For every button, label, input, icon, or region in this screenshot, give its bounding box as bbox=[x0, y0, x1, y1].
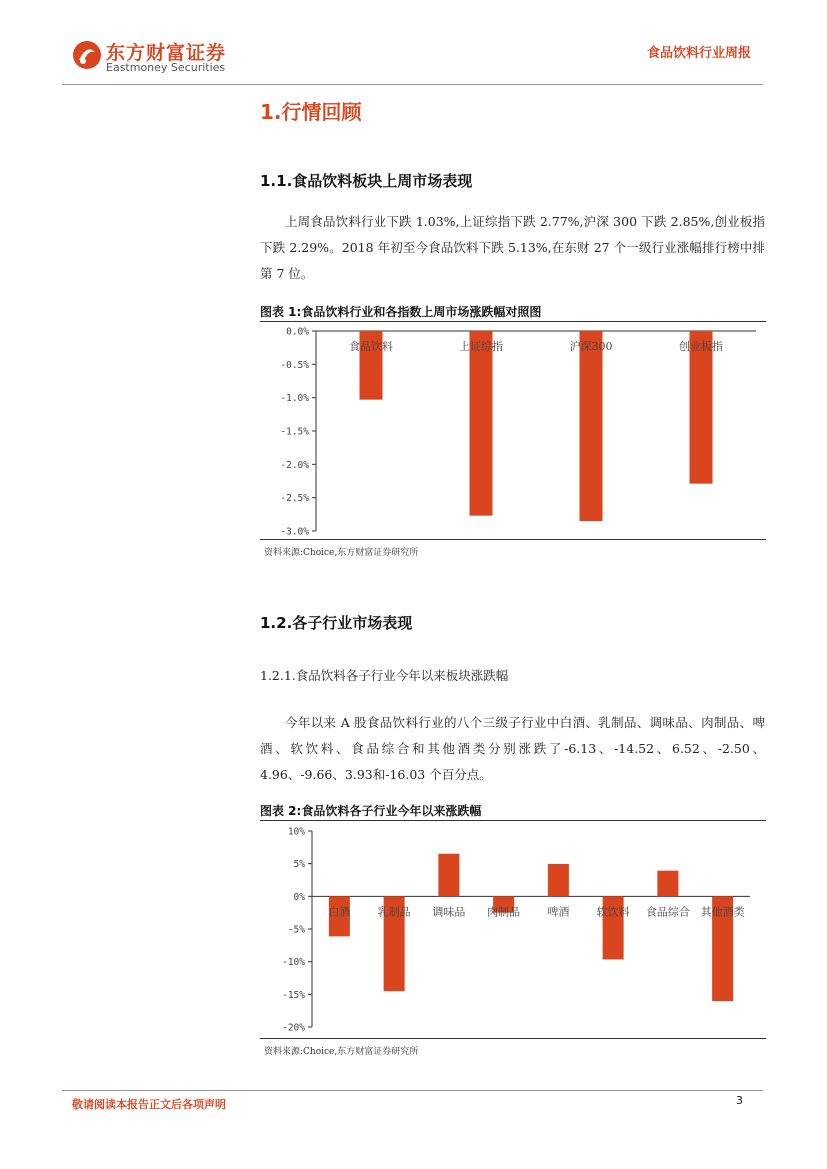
y-tick-label: -1.0% bbox=[280, 393, 309, 405]
section-1-2-title: 1.2.各子行业市场表现 bbox=[260, 614, 413, 632]
company-logo bbox=[72, 36, 242, 80]
section-1-title: 1.行情回顾 bbox=[260, 100, 362, 124]
category-label: 食品饮料 bbox=[349, 340, 393, 353]
bar bbox=[580, 331, 603, 521]
category-label: 啤酒 bbox=[547, 905, 570, 919]
bar bbox=[690, 331, 713, 484]
figure-1-bottom-rule bbox=[260, 539, 766, 540]
y-tick-label: -15% bbox=[282, 989, 305, 1001]
figure-2-chart bbox=[260, 821, 766, 1037]
y-tick-label: -0.5% bbox=[280, 359, 309, 371]
footer-divider bbox=[62, 1090, 763, 1091]
logo-en-text: Eastmoney Securities bbox=[106, 61, 226, 74]
report-type: 食品饮料行业周报 bbox=[646, 46, 751, 61]
category-label: 沪深300 bbox=[569, 340, 613, 353]
y-tick-label: -20% bbox=[282, 1022, 305, 1034]
figure-1-chart bbox=[260, 322, 766, 538]
y-tick-label: -2.5% bbox=[280, 493, 309, 505]
y-tick-label: 0% bbox=[293, 891, 305, 903]
y-tick-label: -5% bbox=[287, 924, 305, 936]
section-1-2-1-title: 1.2.1.食品饮料各子行业今年以来板块涨跌幅 bbox=[260, 668, 509, 683]
header-divider bbox=[62, 84, 763, 85]
figure-2-bottom-rule bbox=[260, 1038, 766, 1039]
category-label: 上证综指 bbox=[459, 340, 503, 353]
logo-cn-text: 东方财富证券 bbox=[106, 42, 227, 64]
eastmoney-logo-icon bbox=[72, 40, 102, 70]
y-tick-label: -2.0% bbox=[280, 459, 309, 471]
y-tick-label: 0.0% bbox=[286, 326, 309, 338]
section-1-2-1-paragraph: 今年以来 A 股食品饮料行业的八个三级子行业中白酒、乳制品、调味品、肉制品、啤酒、软饮料、食品综合和其他酒类分别涨跌了-6.13、-14.52、6.52、-2.50、4.96、-9.66、3.93和-16.03 个百分点。 bbox=[260, 715, 765, 782]
bar bbox=[438, 854, 459, 897]
y-tick-label: 10% bbox=[287, 826, 305, 838]
category-label: 调味品 bbox=[432, 905, 466, 919]
category-label: 其他酒类 bbox=[700, 905, 745, 919]
bar bbox=[470, 331, 493, 516]
category-label: 肉制品 bbox=[487, 905, 521, 919]
figure-2-title: 图表 2:食品饮料各子行业今年以来涨跌幅 bbox=[260, 804, 482, 818]
category-label: 白酒 bbox=[328, 905, 351, 919]
category-label: 创业板指 bbox=[679, 340, 723, 353]
bar bbox=[657, 871, 678, 897]
y-tick-label: -10% bbox=[282, 957, 305, 969]
y-tick-label: -1.5% bbox=[280, 426, 309, 438]
bar bbox=[548, 864, 569, 896]
section-1-1-title: 1.1.食品饮料板块上周市场表现 bbox=[260, 172, 473, 190]
category-label: 食品综合 bbox=[645, 905, 690, 919]
y-tick-label: -3.0% bbox=[280, 526, 309, 538]
figure-2-source: 资料来源:Choice,东方财富证券研究所 bbox=[264, 1047, 419, 1057]
y-tick-label: 5% bbox=[293, 859, 305, 871]
figure-1-title: 图表 1:食品饮料行业和各指数上周市场涨跌幅对照图 bbox=[260, 305, 542, 319]
section-1-1-paragraph: 上周食品饮料行业下跌 1.03%,上证综指下跌 2.77%,沪深 300 下跌 2.85%,创业板指下跌 2.29%。2018 年初至今食品饮料下跌 5.13%,在东财 27 个一级行业涨幅排行榜中排第 7 位。 bbox=[260, 214, 765, 281]
footer-disclaimer: 敬请阅读本报告正文后各项声明 bbox=[72, 1098, 226, 1111]
category-label: 软饮料 bbox=[596, 905, 630, 919]
page-number: 3 bbox=[736, 1094, 743, 1107]
category-label: 乳制品 bbox=[377, 905, 411, 919]
figure-1-source: 资料来源:Choice,东方财富证券研究所 bbox=[264, 548, 419, 558]
